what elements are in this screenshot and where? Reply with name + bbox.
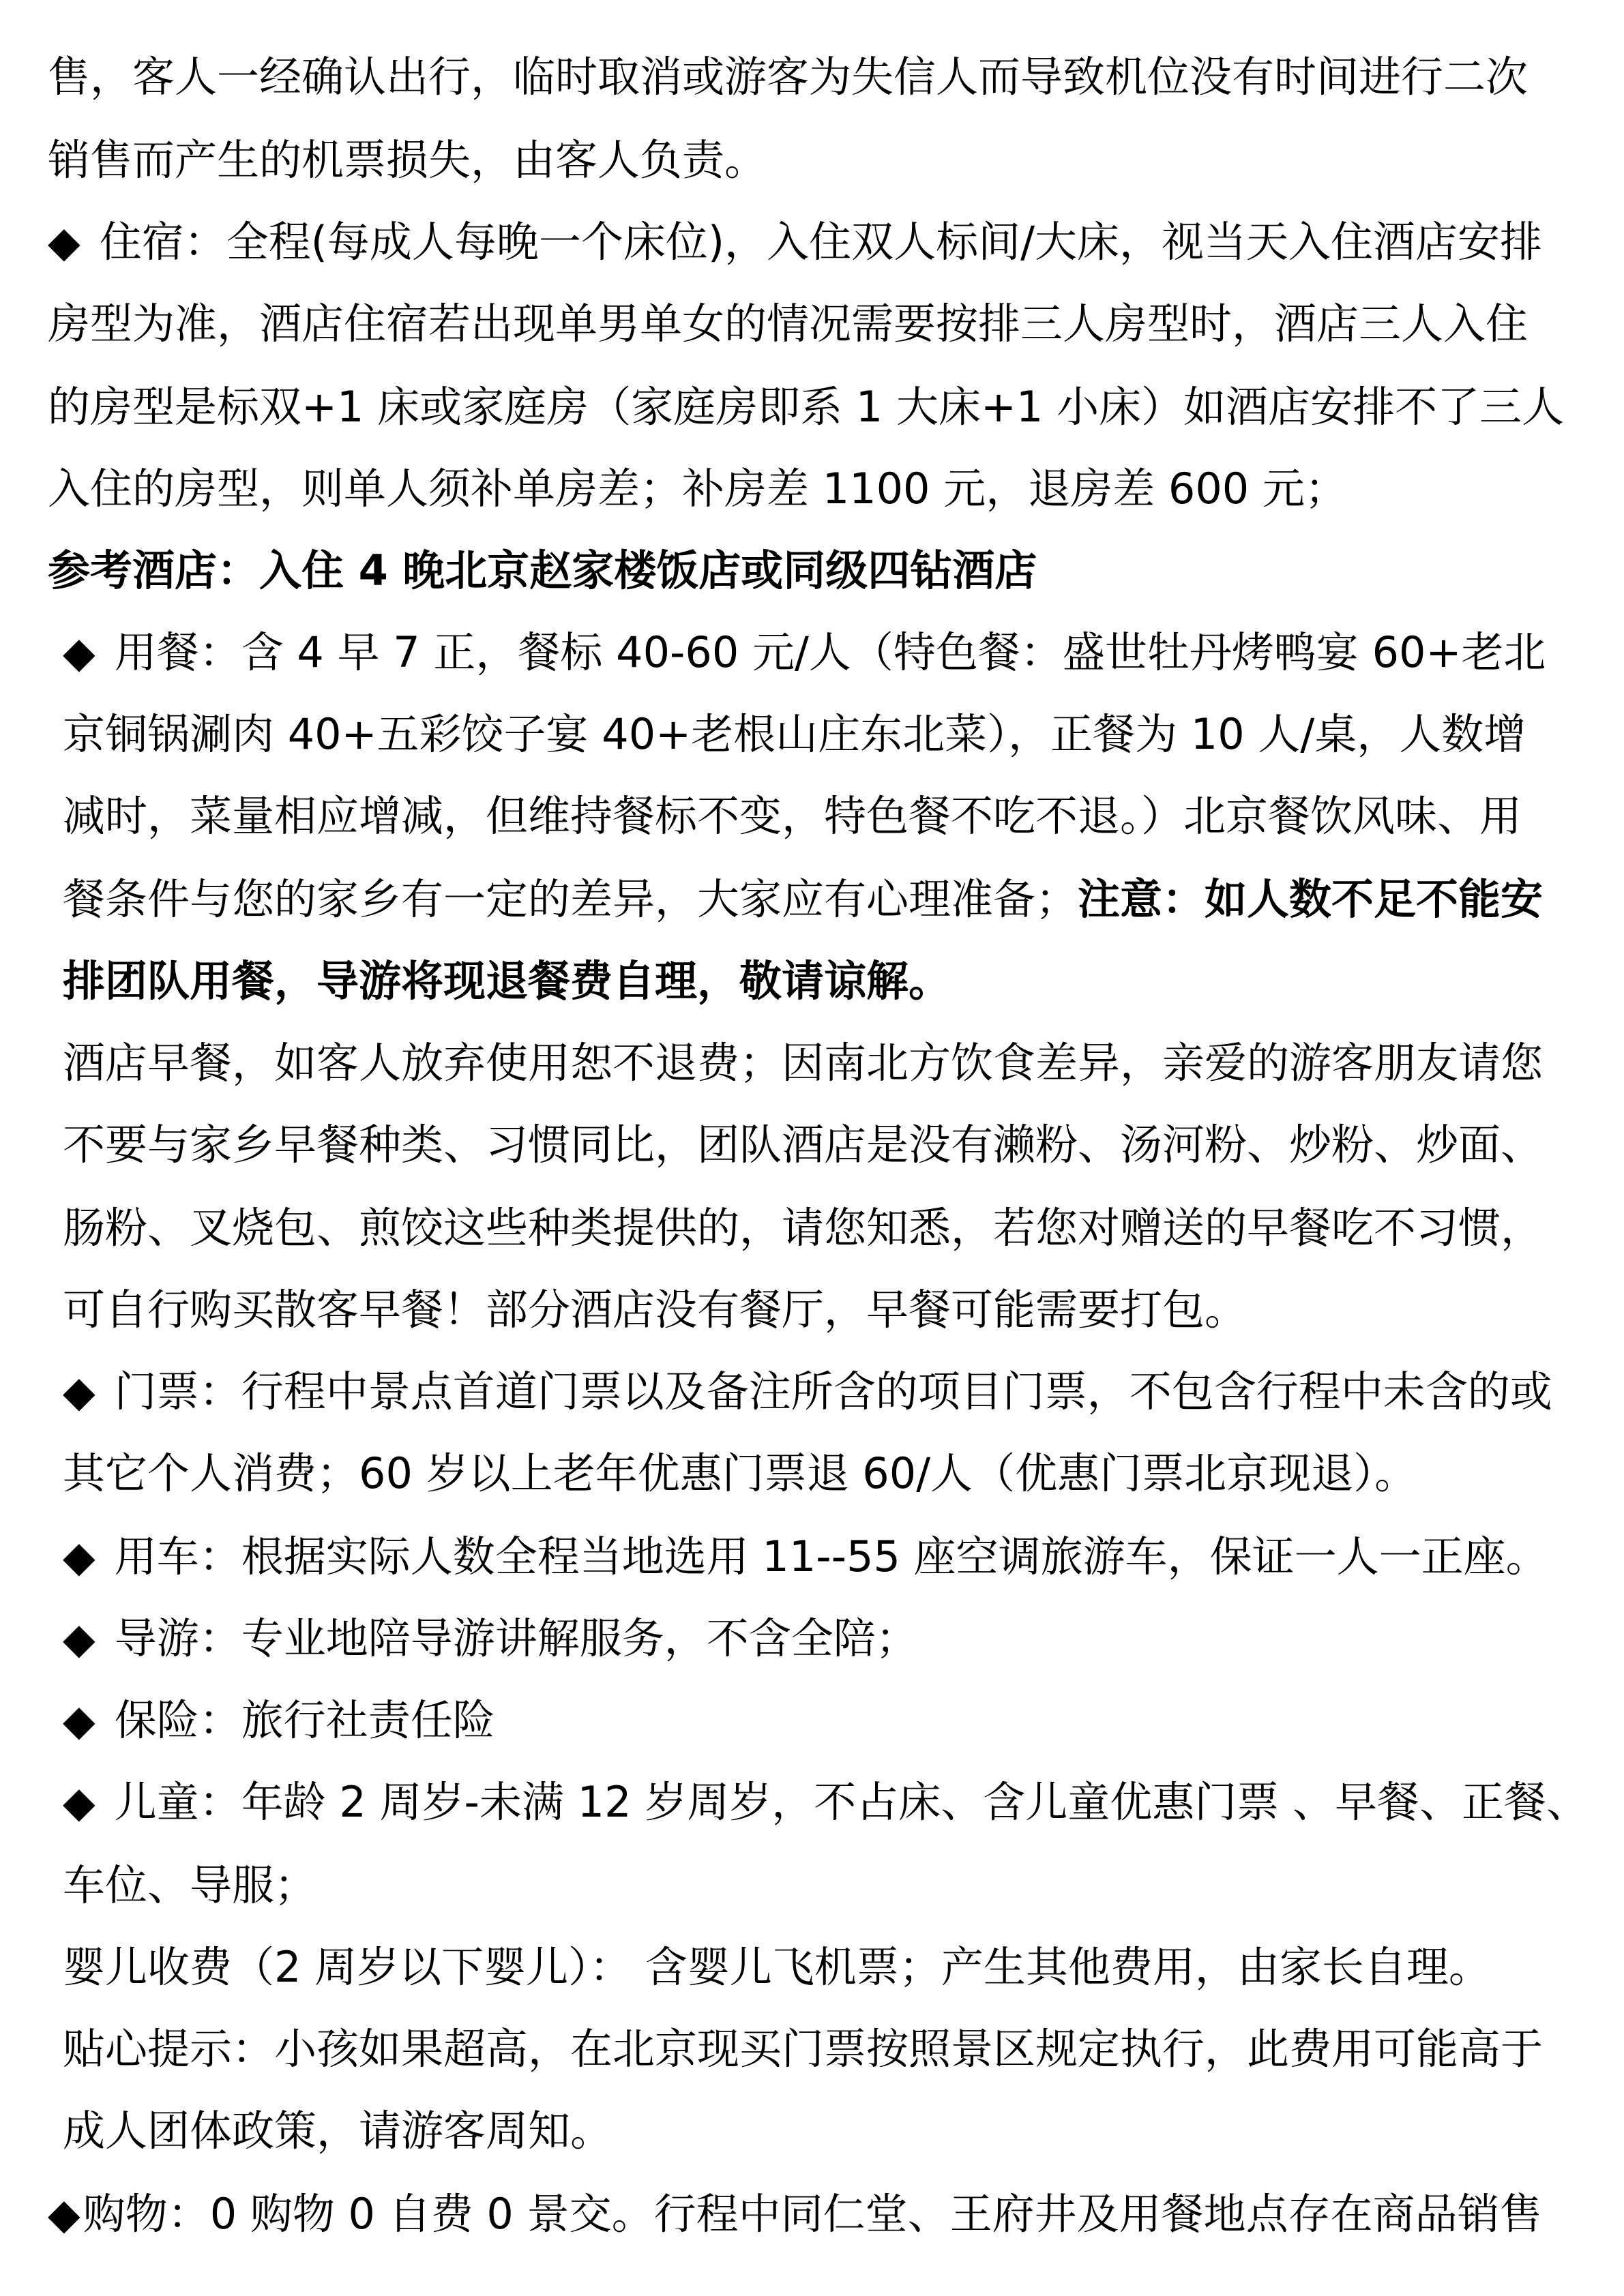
bullet-diamond-icon: ◆ <box>63 1695 95 1745</box>
text-line <box>63 1860 317 1910</box>
text-run: 住宿：全程(每成人每晚一个床位)，入住双人标间/大床，视当天入住酒店安排 <box>99 217 1542 267</box>
bullet-diamond-icon: ◆ <box>48 217 80 267</box>
list-item-accommodation <box>48 217 1542 267</box>
text-run: 成人团体政策，请游客周知。 <box>63 2106 613 2156</box>
text-line <box>48 52 1529 102</box>
text-run: 儿童：年龄 2 周岁-未满 12 岁周岁，不占床、含儿童优惠门票 、早餐、正餐、 <box>114 1777 1589 1827</box>
text-run: 可自行购买散客早餐！部分酒店没有餐厅，早餐可能需要打包。 <box>63 1285 1247 1335</box>
text-line <box>63 709 1526 759</box>
text-line <box>63 874 1544 924</box>
text-line <box>63 1203 1544 1253</box>
text-run: 酒店早餐，如客人放弃使用恕不退费；因南北方饮食差异，亲爱的游客朋友请您 <box>63 1038 1544 1088</box>
list-item-meals <box>63 627 1546 677</box>
list-item-shopping <box>48 2189 1542 2239</box>
list-item-children <box>63 1777 1589 1827</box>
text-run: 用车：根据实际人数全程当地选用 11--55 座空调旅游车，保证一人一正座。 <box>114 1532 1548 1581</box>
text-run: 房型为准，酒店住宿若出现单男单女的情况需要按排三人房型时，酒店三人入住 <box>48 299 1529 348</box>
text-run: 用餐：含 4 早 7 正，餐标 40-60 元/人（特色餐：盛世牡丹烤鸭宴 60+老北 <box>114 627 1546 677</box>
list-item-insurance <box>63 1695 495 1745</box>
text-line <box>63 1942 1491 1992</box>
text-line <box>63 2024 1544 2074</box>
text-run: 车位、导服； <box>63 1860 317 1910</box>
text-run: 不要与家乡早餐种类、习惯同比，团队酒店是没有濑粉、汤河粉、炒粉、炒面、 <box>63 1120 1544 1169</box>
text-run: 购物：0 购物 0 自费 0 景交。行程中同仁堂、王府井及用餐地点存在商品销售 <box>83 2189 1542 2239</box>
text-run: 门票：行程中景点首道门票以及备注所含的项目门票，不包含行程中未含的或 <box>114 1367 1552 1416</box>
text-run: 其它个人消费；60 岁以上老年优惠门票退 60/人（优惠门票北京现退）。 <box>63 1448 1417 1498</box>
text-run: 售，客人一经确认出行，临时取消或游客为失信人而导致机位没有时间进行二次 <box>48 52 1529 102</box>
text-run: 京铜锅涮肉 40+五彩饺子宴 40+老根山庄东北菜），正餐为 10 人/桌，人数增 <box>63 709 1526 759</box>
reference-hotel-heading <box>48 546 1037 595</box>
text-line <box>48 382 1565 432</box>
bullet-diamond-icon: ◆ <box>63 627 95 677</box>
text-run: 排团队用餐，导游将现退餐费自理，敬请谅解。 <box>63 956 951 1006</box>
text-run: 减时，菜量相应增减，但维持餐标不变，特色餐不吃不退。）北京餐饮风味、用 <box>63 791 1522 841</box>
text-run: 餐条件与您的家乡有一定的差异，大家应有心理准备； <box>63 874 1078 924</box>
text-run: 婴儿收费（2 周岁以下婴儿）： 含婴儿飞机票；产生其他费用，由家长自理。 <box>63 1942 1491 1992</box>
text-run: 的房型是标双+1 床或家庭房（家庭房即系 1 大床+1 小床）如酒店安排不了三人 <box>48 382 1565 432</box>
list-item-guide <box>63 1613 918 1663</box>
text-line <box>63 2106 613 2156</box>
text-run: 肠粉、叉烧包、煎饺这些种类提供的，请您知悉，若您对赠送的早餐吃不习惯， <box>63 1203 1544 1253</box>
list-item-vehicle <box>63 1532 1548 1581</box>
text-line <box>48 464 1347 513</box>
text-line <box>63 791 1522 841</box>
text-line <box>63 1120 1544 1169</box>
text-run: 入住的房型，则单人须补单房差；补房差 1100 元，退房差 600 元； <box>48 464 1347 513</box>
text-run: 贴心提示：小孩如果超高，在北京现买门票按照景区规定执行，此费用可能高于 <box>63 2024 1544 2074</box>
text-run: 保险：旅行社责任险 <box>114 1695 495 1745</box>
notice-text <box>63 956 951 1006</box>
text-line <box>63 1448 1417 1498</box>
list-item-tickets <box>63 1367 1552 1416</box>
bullet-diamond-icon: ◆ <box>63 1777 95 1827</box>
bullet-diamond-icon: ◆ <box>63 1613 95 1663</box>
text-run: 导游：专业地陪导游讲解服务，不含全陪； <box>114 1613 918 1663</box>
bullet-diamond-icon: ◆ <box>63 1367 95 1416</box>
text-line <box>48 299 1529 348</box>
text-run: 销售而产生的机票损失，由客人负责。 <box>48 135 767 185</box>
text-line <box>63 1285 1247 1335</box>
bullet-diamond-icon: ◆ <box>63 1532 95 1581</box>
text-run: 参考酒店：入住 4 晚北京赵家楼饭店或同级四钻酒店 <box>48 546 1037 595</box>
text-line <box>63 1038 1544 1088</box>
notice-text: 注意：如人数不足不能安 <box>1078 874 1544 924</box>
bullet-diamond-icon: ◆ <box>48 2189 80 2239</box>
text-line <box>48 135 767 185</box>
